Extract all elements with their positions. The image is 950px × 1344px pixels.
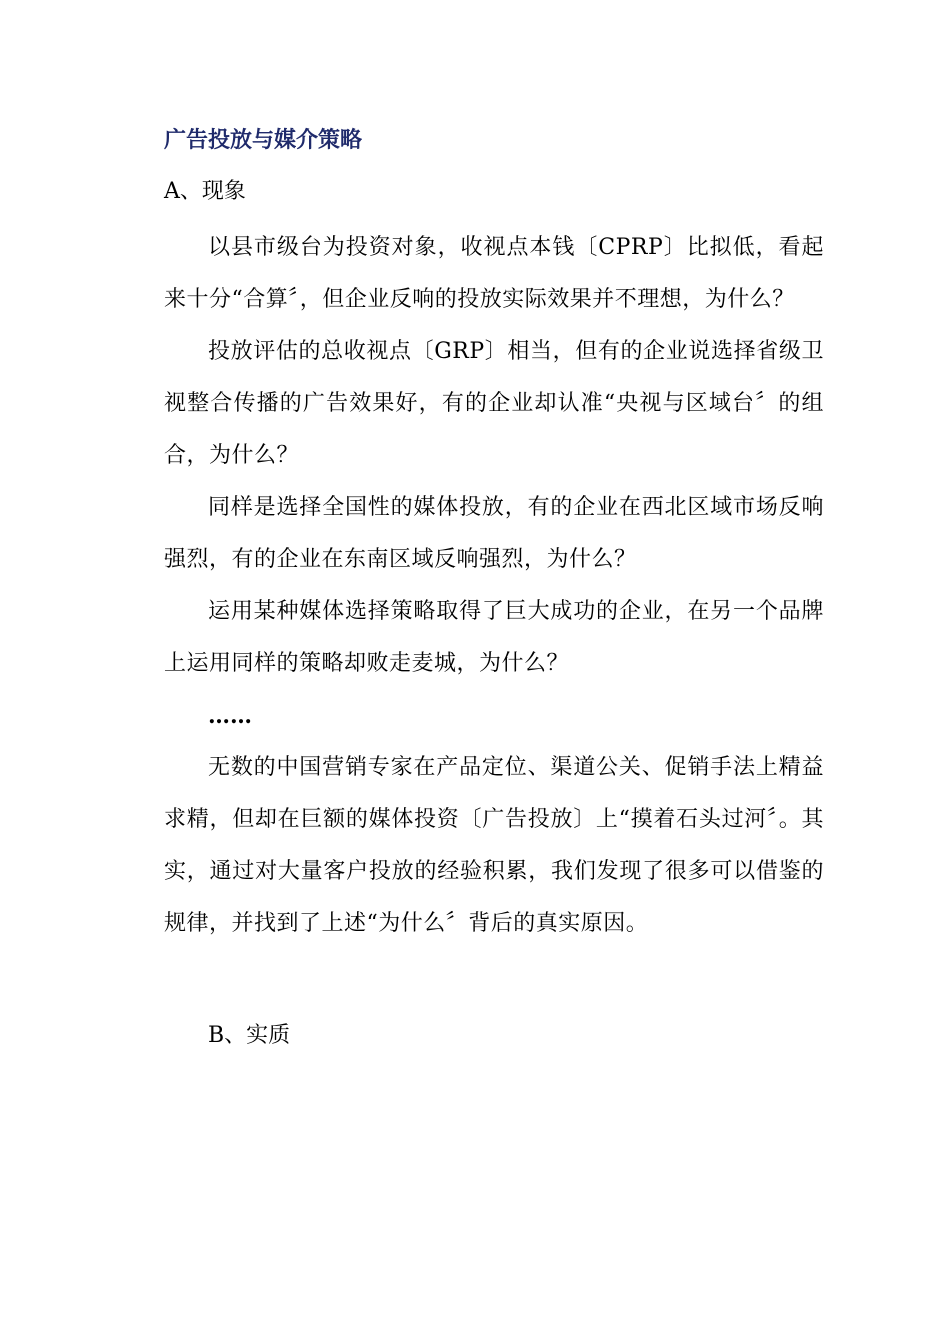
document-body: [164, 118, 824, 1058]
paragraph-regional: 同样是选择全国性的媒体投放，有的企业在西北区域市场反响强烈，有的企业在东南区域反响强烈，为什么？: [164, 495, 824, 572]
paragraph-closing: 无数的中国营销专家在产品定位、渠道公关、促销手法上精益求精，但却在巨额的媒体投资〔广告投放〕上“摸着石头过河〞。其实，通过对大量客户投放的经验积累，我们发现了很多可以借鉴的规律，并找到了上述“为什么〞背后的真实原因。: [164, 755, 824, 936]
paragraph-grp: 投放评估的总收视点〔GRP〕相当，但有的企业说选择省级卫视整合传播的广告效果好，有的企业却认准“央视与区域台〞的组合，为什么？: [164, 339, 824, 468]
paragraph-strategy: 运用某种媒体选择策略取得了巨大成功的企业，在另一个品牌上运用同样的策略却败走麦城，为什么？: [164, 599, 824, 676]
ellipsis: ……: [208, 703, 252, 729]
section-b-heading: B、实质: [208, 1023, 291, 1048]
section-a-heading: A、现象: [164, 179, 246, 204]
paragraph-cprp: 以县市级台为投资对象，收视点本钱〔CPRP〕比拟低，看起来十分“合算〞，但企业反响的投放实际效果并不理想，为什么？: [164, 235, 824, 312]
document-title: 广告投放与媒介策略: [164, 127, 363, 153]
